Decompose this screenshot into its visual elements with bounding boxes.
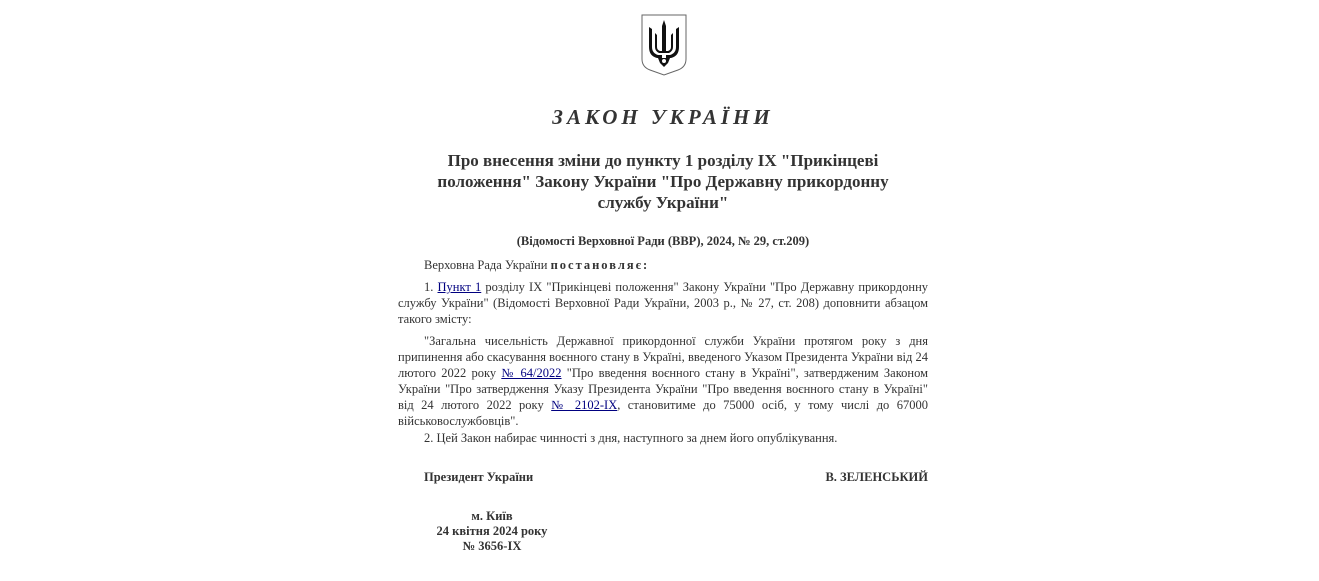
coat-of-arms-icon (640, 13, 688, 77)
quote-part-2: "Про введення воєнного стану в Україні", затвердженим Законом України "Про затвердження Указу Президента України "Про введення воєнного стану в Україні" від 24 лютого 2022 року (398, 366, 929, 412)
publication-source: (Відомості Верховної Ради (ВВР), 2024, № 29, ст.209) (516, 234, 810, 248)
preamble-text: Верховна Рада України (424, 258, 551, 272)
document-title: Про внесення зміни до пункту 1 розділу IX "Прикінцеві положення" Закону України "Про Державну прикордонну службу України" (437, 151, 889, 212)
place-date-block (412, 509, 572, 554)
link-law-2102-ix[interactable]: № 2102-IX (551, 398, 618, 412)
link-decree-64-2022[interactable]: № 64/2022 (501, 366, 562, 380)
link-punkt-1[interactable]: Пункт 1 (437, 280, 482, 294)
law-number: № 3656-IX (462, 539, 522, 553)
quote-part-3: , становитиме до 75000 осіб, у тому числі до 67000 військовослужбовців". (398, 398, 929, 428)
signing-date: 24 квітня 2024 року (436, 524, 548, 538)
item-1-number: 1. (424, 280, 438, 294)
item-1-paragraph (398, 279, 928, 327)
signatory-title: Президент України (424, 470, 534, 484)
quote-part-1: "Загальна чисельність Державної прикордонної служби України протягом року з дня припинення або скасування воєнного стану в Україні, введеного Указом Президента України від 24 лютого 2022 року (398, 334, 928, 380)
signing-place: м. Київ (471, 509, 513, 523)
quoted-amendment-paragraph (398, 333, 928, 429)
document-type-heading: ЗАКОН УКРАЇНИ (552, 105, 774, 129)
preamble-emphasis: постановляє: (550, 258, 650, 272)
preamble-paragraph (398, 257, 928, 273)
item-2-paragraph: 2. Цей Закон набирає чинності з дня, наступного за днем його опублікування. (424, 431, 838, 445)
item-1-text: розділу IX "Прикінцеві положення" Закону України "Про Державну прикордонну службу України" (Відомості Верховної Ради України, 2003 р., № 27, ст. 208) доповнити абзацом такого змісту: (398, 280, 929, 326)
signatory-name: В. ЗЕЛЕНСЬКИЙ (825, 470, 928, 484)
